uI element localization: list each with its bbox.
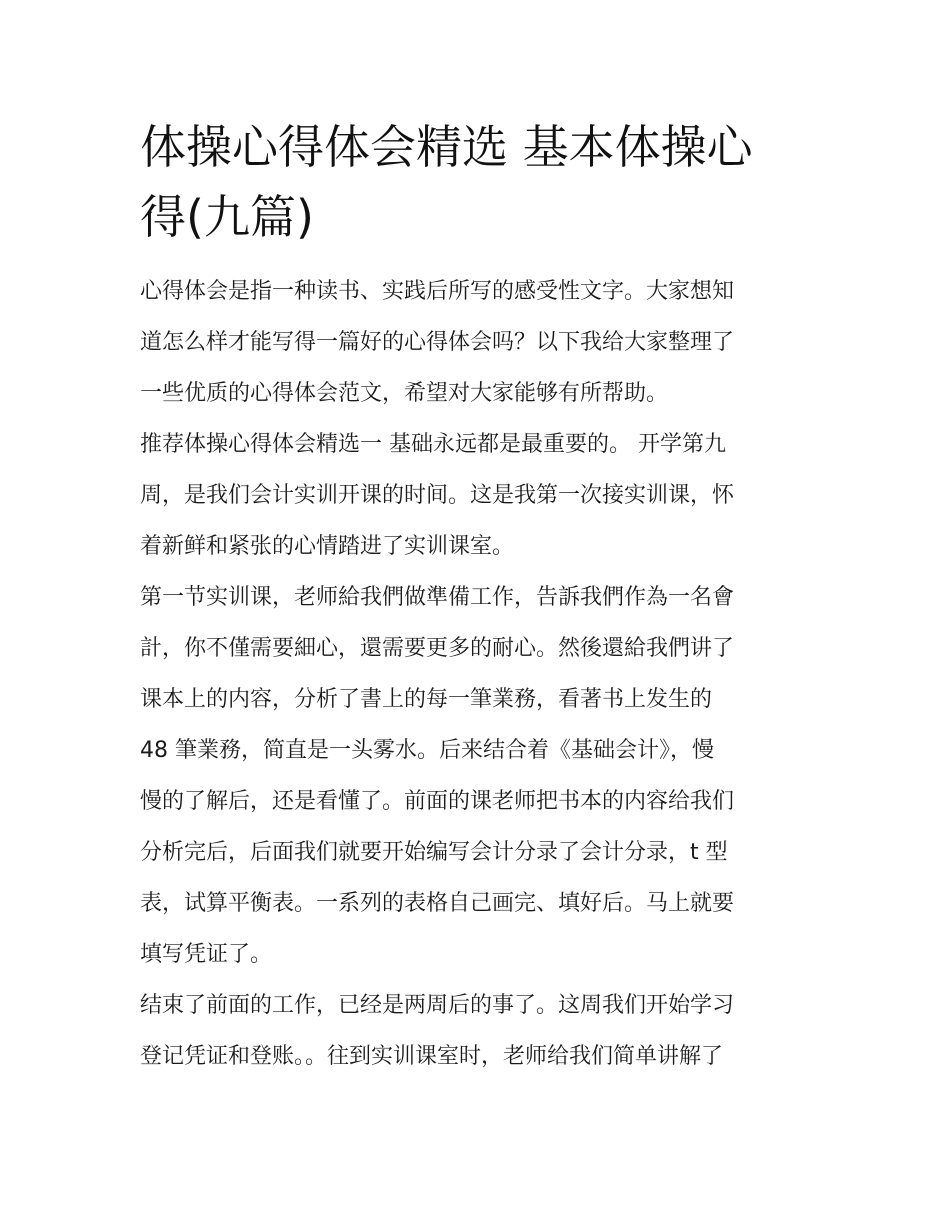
text-line: 心得体会是指一种读书、实践后所写的感受性文字。大家想知 <box>140 279 735 304</box>
text-line: 道怎么样才能写得一篇好的心得体会吗？以下我给大家整理了 <box>140 330 735 355</box>
title-line: 得(九篇) <box>140 190 314 244</box>
paragraph-intro <box>140 266 820 419</box>
paragraph-recommend <box>140 419 820 572</box>
title-line: 体操心得体会精选 基本体操心 <box>140 120 753 174</box>
text-line: 周，是我们会计实训开课的时间。这是我第一次接实训课，怀 <box>140 483 735 508</box>
paragraph-first-class <box>140 572 820 980</box>
text-line: 着新鲜和紧张的心情踏进了实训课室。 <box>140 534 515 559</box>
text-line: 推荐体操心得体会精选一 基础永远都是最重要的。 开学第九 <box>140 432 726 457</box>
text-line: 慢的了解后，还是看懂了。前面的课老师把书本的内容给我们 <box>140 789 735 814</box>
text-line: 第一节实训课，老师給我們做準備工作，告訴我們作為一名會 <box>140 585 735 610</box>
text-line: 一些优质的心得体会范文，希望对大家能够有所帮助。 <box>140 381 669 406</box>
text-line: 表，试算平衡表。一系列的表格自己画完、填好后。马上就要 <box>140 891 735 916</box>
text-line: 48 筆業務，简直是一头雾水。后来结合着《基础会计》，慢 <box>140 738 714 763</box>
text-line: 结束了前面的工作，已经是两周后的事了。这周我们开始学习 <box>140 993 735 1018</box>
text-line: 計，你不僅需要細心，還需要更多的耐心。然後還給我們讲了 <box>140 636 735 661</box>
document-title <box>140 112 820 252</box>
text-line: 课本上的内容，分析了書上的每一筆業務，看著书上发生的 <box>140 687 713 712</box>
text-line: 登记凭证和登账。。往到实训课室时，老师给我们简单讲解了 <box>140 1044 724 1069</box>
text-line: 填写凭证了。 <box>140 942 273 967</box>
paragraph-after-two-weeks <box>140 980 820 1082</box>
text-line: 分析完后，后面我们就要开始编写会计分录了会计分录，t 型 <box>140 840 728 865</box>
document-content <box>140 112 820 1082</box>
